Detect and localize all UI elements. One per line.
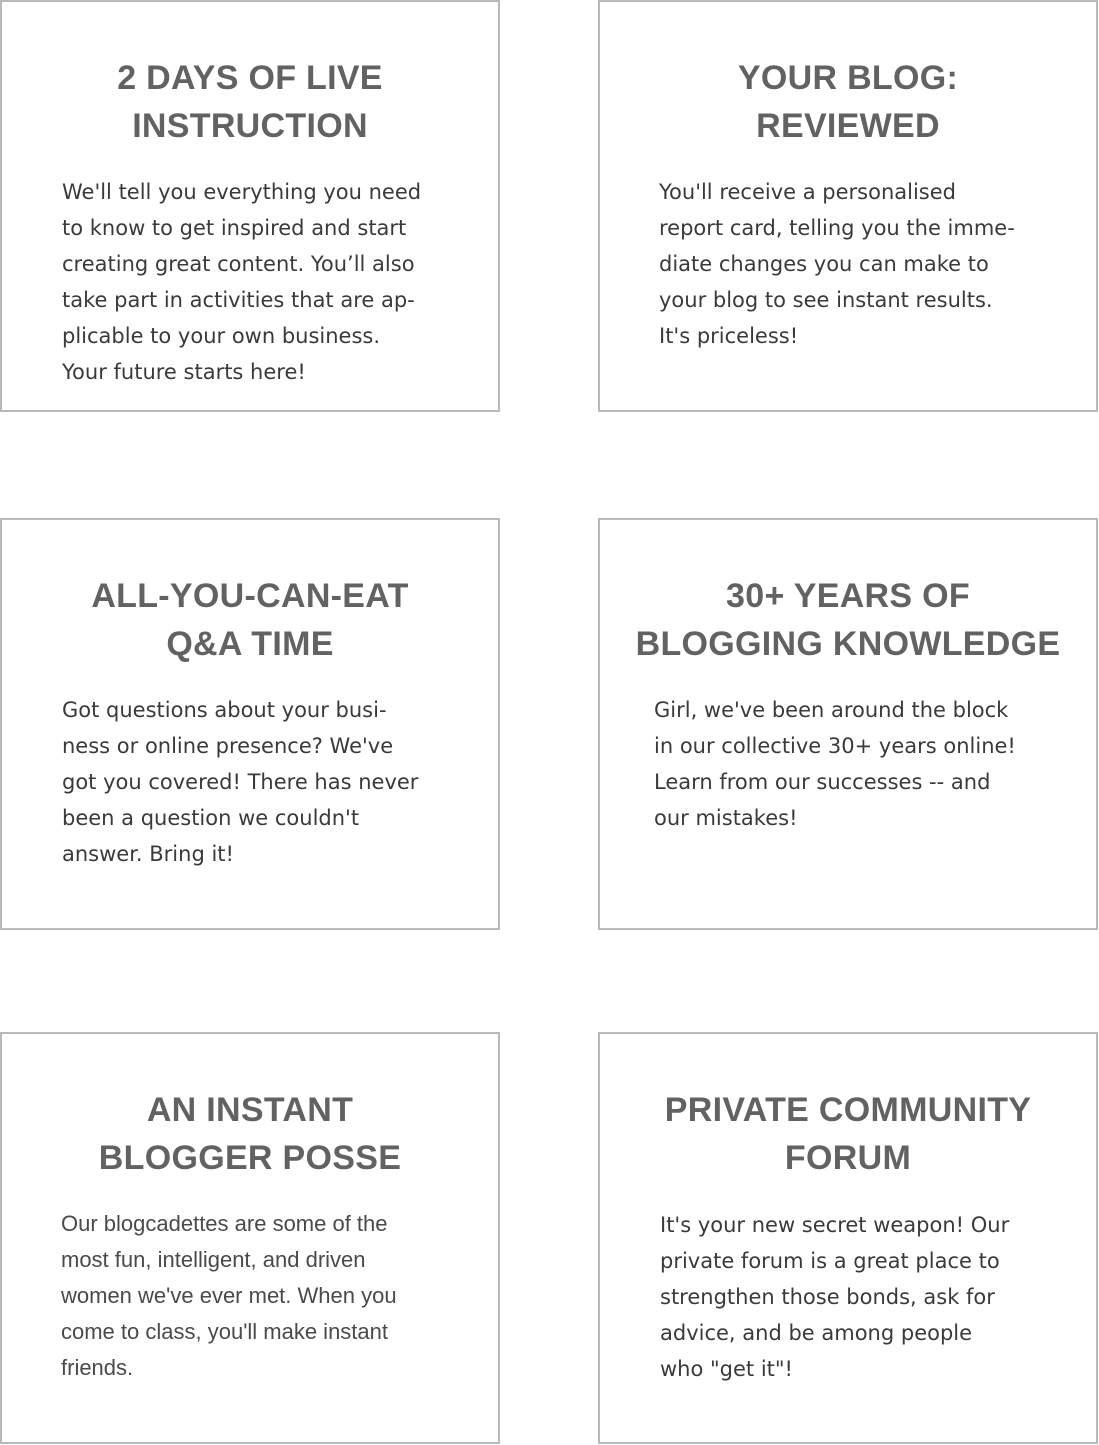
card-description-line: got you covered! There has never bbox=[62, 770, 419, 794]
feature-card-blog-reviewed bbox=[598, 0, 1098, 412]
card-description-line: plicable to your own business. bbox=[62, 324, 381, 348]
card-description bbox=[61, 1206, 397, 1386]
card-description-line: diate changes you can make to bbox=[659, 252, 989, 276]
card-description-line: You'll receive a personalised bbox=[659, 180, 956, 204]
card-description bbox=[660, 1207, 1009, 1387]
card-description-line: friends. bbox=[61, 1355, 134, 1380]
card-description bbox=[62, 692, 418, 872]
feature-card-qa-time bbox=[0, 518, 500, 930]
card-description-line: who "get it"! bbox=[660, 1357, 793, 1381]
card-description-line: advice, and be among people bbox=[660, 1321, 973, 1345]
card-title-line: 30+ YEARS OF bbox=[726, 577, 970, 615]
card-title bbox=[2, 1086, 498, 1182]
feature-card-blogger-posse bbox=[0, 1032, 500, 1444]
card-description-line: Learn from our successes -- and bbox=[654, 770, 991, 794]
card-description-line: most fun, intelligent, and driven bbox=[61, 1247, 366, 1272]
card-description-line: answer. Bring it! bbox=[62, 842, 234, 866]
card-title-line: Q&A TIME bbox=[166, 625, 334, 663]
card-title-line: PRIVATE COMMUNITY bbox=[664, 1091, 1032, 1129]
card-title bbox=[600, 54, 1096, 150]
card-description-line: Got questions about your busi- bbox=[62, 698, 387, 722]
card-description-line: Girl, we've been around the block bbox=[654, 698, 1009, 722]
card-description-line: creating great content. You’ll also bbox=[62, 252, 415, 276]
card-description-line: Our blogcadettes are some of the bbox=[61, 1211, 388, 1236]
feature-card-blogging-knowledge bbox=[598, 518, 1098, 930]
card-title-line: BLOGGER POSSE bbox=[98, 1139, 402, 1177]
card-title bbox=[600, 1086, 1096, 1182]
card-description-line: It's your new secret weapon! Our bbox=[660, 1213, 1010, 1237]
card-description-line: report card, telling you the imme- bbox=[659, 216, 1015, 240]
card-description-line: take part in activities that are ap- bbox=[62, 288, 415, 312]
card-description-line: your blog to see instant results. bbox=[659, 288, 993, 312]
feature-card-community-forum bbox=[598, 1032, 1098, 1444]
card-description-line: ness or online presence? We've bbox=[62, 734, 394, 758]
card-title bbox=[2, 54, 498, 150]
card-title-line: 2 DAYS OF LIVE bbox=[117, 59, 383, 97]
card-description bbox=[62, 174, 421, 390]
card-description bbox=[654, 692, 1016, 836]
card-description-line: our mistakes! bbox=[654, 806, 798, 830]
feature-card-live-instruction bbox=[0, 0, 500, 412]
card-description-line: in our collective 30+ years online! bbox=[654, 734, 1016, 758]
card-description-line: It's priceless! bbox=[659, 324, 799, 348]
card-title bbox=[600, 572, 1096, 668]
card-description bbox=[659, 174, 1015, 354]
card-title bbox=[2, 572, 498, 668]
card-description-line: women we've ever met. When you bbox=[61, 1283, 397, 1308]
card-title-line: REVIEWED bbox=[756, 107, 940, 145]
card-description-line: private forum is a great place to bbox=[660, 1249, 1000, 1273]
card-description-line: to know to get inspired and start bbox=[62, 216, 407, 240]
card-title-line: ALL-YOU-CAN-EAT bbox=[91, 577, 409, 615]
card-title-line: YOUR BLOG: bbox=[737, 59, 959, 97]
card-description-line: come to class, you'll make instant bbox=[61, 1319, 389, 1344]
card-title-line: INSTRUCTION bbox=[132, 107, 368, 145]
card-title-line: FORUM bbox=[784, 1139, 912, 1177]
card-description-line: Your future starts here! bbox=[62, 360, 306, 384]
card-title-line: BLOGGING KNOWLEDGE bbox=[635, 625, 1061, 663]
card-description-line: strengthen those bonds, ask for bbox=[660, 1285, 995, 1309]
card-title-line: AN INSTANT bbox=[146, 1091, 354, 1129]
card-description-line: We'll tell you everything you need bbox=[62, 180, 422, 204]
card-description-line: been a question we couldn't bbox=[62, 806, 360, 830]
